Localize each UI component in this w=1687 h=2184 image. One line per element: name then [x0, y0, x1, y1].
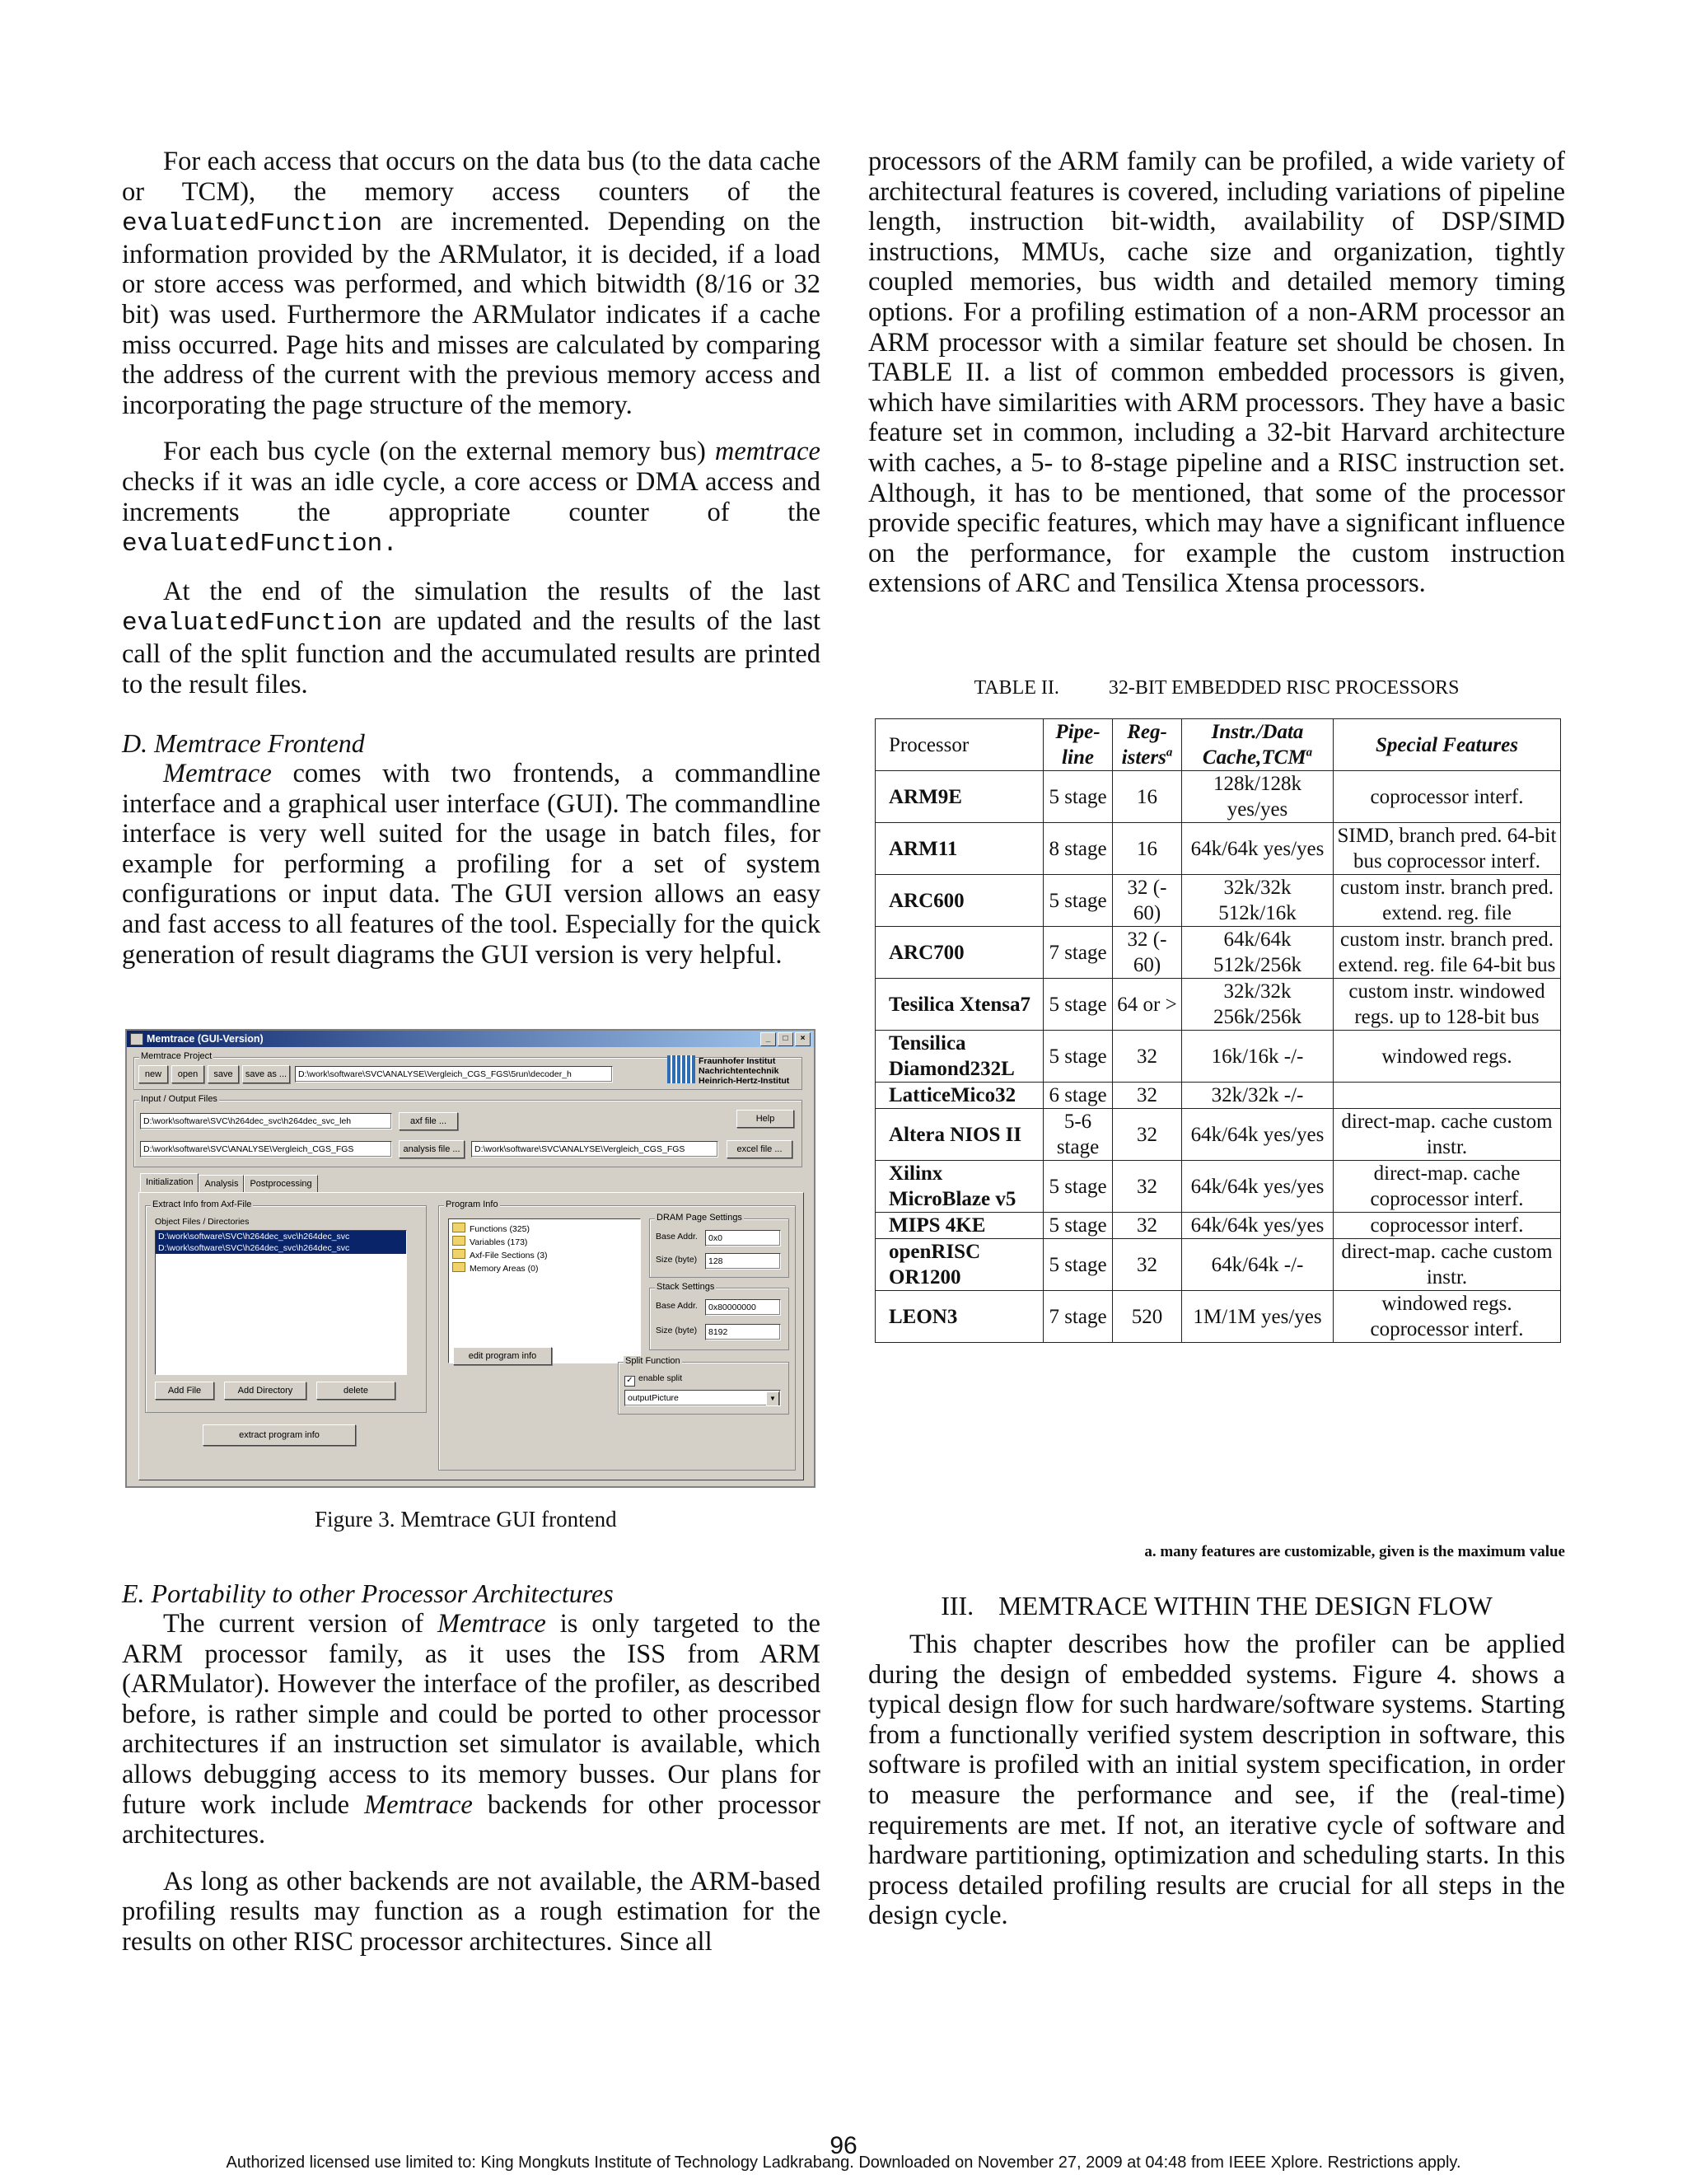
cell-cache: 64k/64k yes/yes — [1182, 1161, 1334, 1213]
cell-processor: Xilinx MicroBlaze v5 — [876, 1161, 1044, 1213]
header-processor: Processor — [876, 719, 1044, 771]
cell-features: direct-map. cache coprocessor interf. — [1334, 1161, 1561, 1213]
cell-registers: 32 (- 60) — [1113, 875, 1182, 927]
paragraph: As long as other backends are not available, the ARM-based profiling results may function as a rough estimation for the results on other RISC processor architectures. Since all — [122, 1866, 820, 1957]
dram-group-label: DRAM Page Settings — [657, 1213, 742, 1223]
help-button[interactable]: Help — [736, 1110, 794, 1128]
cell-cache: 128k/128k yes/yes — [1182, 771, 1334, 823]
stack-settings-group — [649, 1282, 789, 1350]
cell-features: direct-map. cache custom instr. — [1334, 1109, 1561, 1161]
stack-size-label: Size (byte) — [656, 1326, 698, 1335]
cell-processor: ARM9E — [876, 771, 1044, 823]
table-footnote: a. many features are customizable, given is the maximum value — [1144, 1543, 1565, 1560]
cell-features: direct-map. cache custom instr. — [1334, 1239, 1561, 1291]
cell-pipeline: 5 stage — [1044, 1239, 1113, 1291]
cell-cache: 64k/64k yes/yes — [1182, 1213, 1334, 1239]
section-heading: III. MEMTRACE WITHIN THE DESIGN FLOW — [941, 1591, 1493, 1620]
cell-cache: 64k/64k yes/yes — [1182, 1109, 1334, 1161]
table-row — [876, 823, 1561, 875]
minimize-icon[interactable]: _ — [760, 1032, 776, 1046]
split-function-group — [618, 1356, 789, 1415]
table-header-row — [876, 719, 1561, 771]
save-button[interactable]: save — [208, 1065, 239, 1083]
cell-pipeline: 8 stage — [1044, 823, 1113, 875]
tab-postprocessing[interactable]: Postprocessing — [244, 1175, 317, 1192]
object-files-list[interactable] — [155, 1230, 407, 1375]
left-column-lower — [122, 1578, 820, 1957]
fraunhofer-logo-icon — [667, 1055, 695, 1083]
cell-processor: Tesilica Xtensa7 — [876, 979, 1044, 1031]
cell-pipeline: 7 stage — [1044, 1291, 1113, 1343]
excel-file-button[interactable]: excel file ... — [727, 1140, 792, 1158]
cell-pipeline: 5 stage — [1044, 771, 1113, 823]
cell-cache: 1M/1M yes/yes — [1182, 1291, 1334, 1343]
section-heading: D. Memtrace Frontend — [122, 728, 365, 759]
section-heading: E. Portability to other Processor Architectures — [122, 1578, 614, 1608]
table-row — [876, 1109, 1561, 1161]
cell-features: custom instr. windowed regs. up to 128-bit bus — [1334, 979, 1561, 1031]
cell-processor: LEON3 — [876, 1291, 1044, 1343]
left-column — [122, 147, 820, 970]
right-column — [868, 147, 1565, 599]
cell-registers: 16 — [1113, 771, 1182, 823]
cell-features: custom instr. branch pred. extend. reg. file 64-bit bus — [1334, 927, 1561, 979]
paragraph: At the end of the simulation the results of the last evaluatedFunction are updated and the results of the last call of the split function and the accumulated results are printed to the result files. — [122, 576, 820, 699]
add-file-button[interactable]: Add File — [155, 1382, 214, 1400]
folder-icon — [452, 1249, 465, 1259]
table-row — [876, 771, 1561, 823]
right-column-lower — [868, 1630, 1565, 1931]
program-info-label: Program Info — [446, 1200, 498, 1209]
cell-cache: 32k/32k -/- — [1182, 1083, 1334, 1109]
window-title: Memtrace (GUI-Version) — [147, 1033, 264, 1045]
cell-cache: 64k/64k 512k/256k — [1182, 927, 1334, 979]
table-label: TABLE II. — [974, 677, 1059, 699]
dram-size-label: Size (byte) — [656, 1255, 698, 1265]
cell-cache: 16k/16k -/- — [1182, 1031, 1334, 1083]
app-icon — [130, 1033, 143, 1045]
logo-text: Heinrich-Hertz-Institut — [699, 1076, 790, 1086]
analysis-path-field[interactable]: D:\work\software\SVC\ANALYSE\Vergleich_CGS_FGS — [140, 1141, 392, 1157]
cell-pipeline: 5 stage — [1044, 1031, 1113, 1083]
header-cache: Instr./Data Cache,TCM$^a$ — [1182, 719, 1334, 771]
extract-program-info-button[interactable]: extract program info — [203, 1424, 356, 1446]
cell-cache: 64k/64k yes/yes — [1182, 823, 1334, 875]
project-path-field[interactable]: D:\work\software\SVC\ANALYSE\Vergleich_CGS_FGS\5run\decoder_h — [295, 1066, 613, 1083]
cell-pipeline: 7 stage — [1044, 927, 1113, 979]
cell-features: windowed regs. coprocessor interf. — [1334, 1291, 1561, 1343]
cell-processor: ARC600 — [876, 875, 1044, 927]
cell-features: windowed regs. — [1334, 1031, 1561, 1083]
table-row — [876, 1213, 1561, 1239]
program-info-tree[interactable] — [448, 1218, 641, 1363]
cell-cache: 64k/64k -/- — [1182, 1239, 1334, 1291]
delete-button[interactable]: delete — [316, 1382, 395, 1400]
analysis-file-button[interactable]: analysis file ... — [399, 1140, 465, 1158]
chevron-down-icon[interactable]: ▼ — [766, 1391, 779, 1406]
enable-split-checkbox[interactable]: ✓ enable split — [624, 1373, 682, 1387]
cell-features: coprocessor interf. — [1334, 771, 1561, 823]
table-row — [876, 1083, 1561, 1109]
cell-registers: 16 — [1113, 823, 1182, 875]
logo-text: Fraunhofer Institut — [699, 1056, 776, 1066]
paragraph: For each access that occurs on the data bus (to the data cache or TCM), the memory access counters of the evaluatedFunction are incremented. Depending on the information provided by the ARMulator, it is decided, if a load or store access was performed, and which bitwidth (8/16 or 32 bit) was used. Furthermore the ARMulator indicates if a cache miss occurred. Page hits and misses are calculated by comparing the address of the current with the previous memory access and incorporating the page structure of the memory. — [122, 147, 820, 420]
logo-text: Nachrichtentechnik — [699, 1066, 779, 1076]
cell-features: SIMD, branch pred. 64-bit bus coprocessor interf. — [1334, 823, 1561, 875]
folder-icon — [452, 1262, 465, 1272]
cell-processor: Altera NIOS II — [876, 1109, 1044, 1161]
edit-program-info-button[interactable]: edit program info — [453, 1347, 552, 1365]
stack-base-label: Base Addr. — [656, 1301, 698, 1311]
cell-cache: 32k/32k 256k/256k — [1182, 979, 1334, 1031]
table-title: 32-BIT EMBEDDED RISC PROCESSORS — [1108, 677, 1460, 699]
stack-base-field[interactable]: 0x80000000 — [705, 1299, 781, 1316]
folder-icon — [452, 1236, 465, 1246]
cell-registers: 32 — [1113, 1031, 1182, 1083]
dram-size-field[interactable]: 128 — [705, 1253, 781, 1270]
cell-registers: 32 — [1113, 1083, 1182, 1109]
cell-processor: Tensilica Diamond232L — [876, 1031, 1044, 1083]
project-group-label: Memtrace Project — [141, 1051, 213, 1061]
add-directory-button[interactable]: Add Directory — [224, 1382, 306, 1400]
cell-pipeline: 5 stage — [1044, 979, 1113, 1031]
cell-pipeline: 5-6 stage — [1044, 1109, 1113, 1161]
axf-file-button[interactable]: axf file ... — [399, 1112, 458, 1130]
paragraph: For each bus cycle (on the external memory bus) memtrace checks if it was an idle cycle, a core access or DMA access and increments the appropriate counter of the evaluatedFunction. — [122, 437, 820, 559]
table-row — [876, 1031, 1561, 1083]
paragraph: The current version of Memtrace is only targeted to the ARM processor family, as it uses the ISS from ARM (ARMulator). However the interface of the profiler, as described before, is rather simple and could be ported to other processor architectures if an instruction set simulator is available, which allows debugging access to its memory busses. Our plans for future work include Memtrace backends for other processor architectures. — [122, 1609, 820, 1850]
excel-path-field[interactable]: D:\work\software\SVC\ANALYSE\Vergleich_CGS_FGS — [471, 1141, 718, 1157]
dram-base-field[interactable]: 0x0 — [705, 1230, 781, 1246]
table-caption — [868, 676, 1565, 700]
cell-pipeline: 5 stage — [1044, 1213, 1113, 1239]
processor-table — [875, 718, 1561, 1343]
new-button[interactable]: new — [138, 1065, 168, 1083]
header-pipeline: Pipe-line — [1044, 719, 1113, 771]
open-button[interactable]: open — [171, 1065, 204, 1083]
extract-group-label: Extract Info from Axf-File — [152, 1200, 252, 1209]
cell-processor: MIPS 4KE — [876, 1213, 1044, 1239]
dram-base-label: Base Addr. — [656, 1232, 698, 1242]
tree-item[interactable]: Variables (173) — [449, 1236, 640, 1249]
table-row — [876, 875, 1561, 927]
cell-cache: 32k/32k 512k/16k — [1182, 875, 1334, 927]
list-item[interactable]: D:\work\software\SVC\h264dec_svc\h264dec_svc — [156, 1231, 406, 1242]
stack-group-label: Stack Settings — [657, 1282, 715, 1292]
table-row — [876, 1161, 1561, 1213]
license-footer: Authorized licensed use limited to: King Mongkuts Institute of Technology Ladkrabang. Downloaded on November 27, 2009 at 04:48 from IEEE Xplore. Restrictions apply. — [226, 2154, 1461, 2172]
table-row — [876, 1239, 1561, 1291]
tree-item[interactable]: Axf-File Sections (3) — [449, 1249, 640, 1262]
header-registers: Reg-isters$^a$ — [1113, 719, 1182, 771]
tab-initialization[interactable]: Initialization — [140, 1173, 199, 1192]
paragraph: This chapter describes how the profiler can be applied during the design of embedded systems. Figure 4. shows a typical design flow for such hardware/software systems. Starting from a functionally verified system description in software, this software is profiled with an initial system specification, in order to measure the performance and see, if the (real-time) requirements are met. If not, an iterative cycle of software and hardware partitioning, optimization and scheduling starts. In this process detailed profiling results are crucial for all steps in the design cycle. — [868, 1630, 1565, 1931]
object-files-label: Object Files / Directories — [155, 1217, 250, 1227]
cell-features: custom instr. branch pred. extend. reg. file — [1334, 875, 1561, 927]
cell-registers: 64 or > — [1113, 979, 1182, 1031]
header-features: Special Features — [1334, 719, 1561, 771]
save-as-button[interactable]: save as ... — [242, 1065, 290, 1083]
cell-processor: ARM11 — [876, 823, 1044, 875]
close-icon[interactable]: × — [795, 1032, 811, 1046]
hhi-logo — [667, 1052, 807, 1087]
tree-item[interactable]: Functions (325) — [449, 1223, 640, 1236]
cell-registers: 32 — [1113, 1239, 1182, 1291]
folder-icon — [452, 1223, 465, 1232]
table-row — [876, 979, 1561, 1031]
cell-pipeline: 6 stage — [1044, 1083, 1113, 1109]
cell-registers: 32 (- 60) — [1113, 927, 1182, 979]
stack-size-field[interactable]: 8192 — [705, 1324, 781, 1340]
split-group-label: Split Function — [625, 1356, 680, 1366]
cell-registers: 32 — [1113, 1161, 1182, 1213]
paragraph: Memtrace comes with two frontends, a commandline interface and a graphical user interface (GUI). The commandline interface is very well suited for the usage in batch files, for example for performing a profiling for a set of system configurations or input data. The GUI version allows an easy and fast access to all features of the tool. Especially for the quick generation of result diagrams the GUI version is very helpful. — [122, 759, 820, 970]
split-function-select[interactable]: outputPicture ▼ — [624, 1390, 781, 1406]
tree-item[interactable]: Memory Areas (0) — [449, 1262, 640, 1275]
axf-path-field[interactable]: D:\work\software\SVC\h264dec_svc\h264dec_svc_leh — [140, 1113, 392, 1129]
cell-pipeline: 5 stage — [1044, 1161, 1113, 1213]
cell-processor: LatticeMico32 — [876, 1083, 1044, 1109]
page-number: 96 — [829, 2132, 858, 2159]
cell-registers: 32 — [1113, 1109, 1182, 1161]
table-row — [876, 927, 1561, 979]
cell-pipeline: 5 stage — [1044, 875, 1113, 927]
cell-features — [1334, 1083, 1561, 1109]
cell-processor: openRISC OR1200 — [876, 1239, 1044, 1291]
window-titlebar — [127, 1031, 814, 1047]
table-row — [876, 1291, 1561, 1343]
cell-registers: 520 — [1113, 1291, 1182, 1343]
figure-caption: Figure 3. Memtrace GUI frontend — [315, 1507, 617, 1532]
cell-registers: 32 — [1113, 1213, 1182, 1239]
cell-processor: ARC700 — [876, 927, 1044, 979]
memtrace-gui-window — [125, 1029, 815, 1488]
paragraph: processors of the ARM family can be profiled, a wide variety of architectural features is covered, including variations of pipeline length, instruction bit-width, availability of DSP/SIMD instructions, MMUs, cache size and organization, tightly coupled memories, bus width and detailed memory timing options. For a profiling estimation of a non-ARM processor an ARM processor with a similar feature set should be chosen. In TABLE II. a list of common embedded processors is given, which have similarities with ARM processors. They have a basic feature set in common, including a 32-bit Harvard architecture with caches, a 5- to 8-stage pipeline and a RISC instruction set. Although, it has to be mentioned, that some of the processor provide specific features, which may have a significant influence on the performance, for example the custom instruction extensions of ARC and Tensilica Xtensa processors. — [868, 147, 1565, 599]
cell-features: coprocessor interf. — [1334, 1213, 1561, 1239]
io-group-label: Input / Output Files — [141, 1094, 217, 1104]
tab-bar — [140, 1175, 318, 1192]
maximize-icon[interactable]: □ — [778, 1032, 793, 1046]
checkbox-icon[interactable]: ✓ — [624, 1376, 635, 1387]
list-item[interactable]: D:\work\software\SVC\h264dec_svc\h264dec_svc — [156, 1242, 406, 1254]
tab-analysis[interactable]: Analysis — [199, 1175, 244, 1192]
